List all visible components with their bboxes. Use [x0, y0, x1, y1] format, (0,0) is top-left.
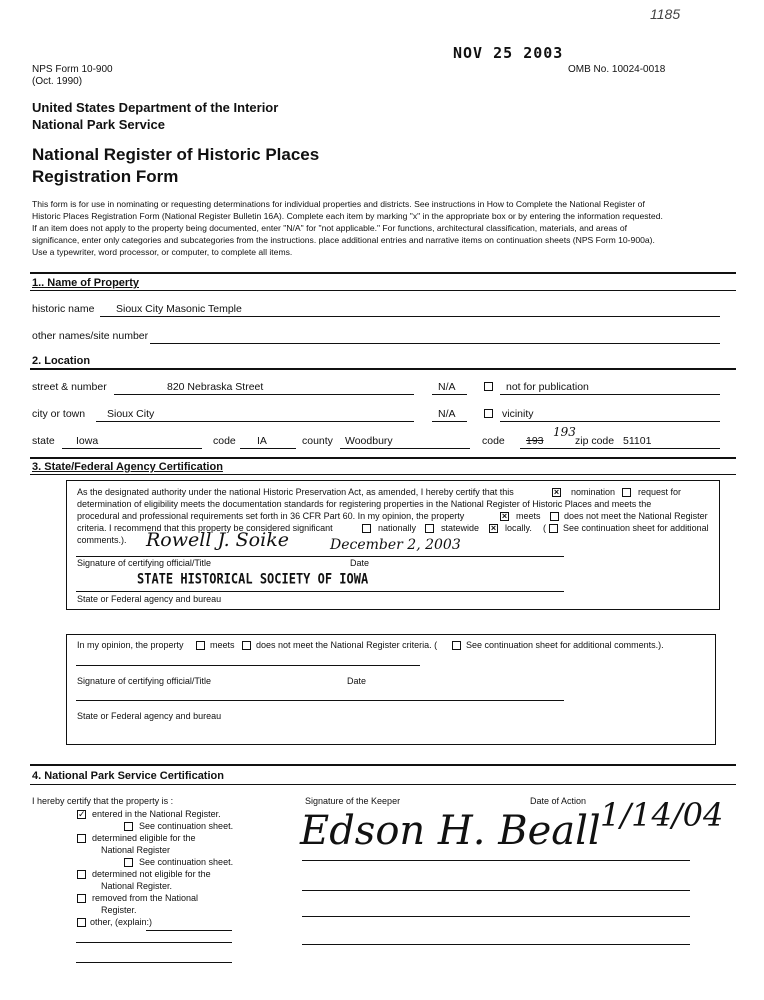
- na-label: N/A: [438, 408, 456, 420]
- see-continuation-paren: (: [543, 523, 546, 533]
- street-label: street & number: [32, 381, 107, 393]
- not-eligible-checkbox[interactable]: [77, 870, 86, 879]
- zip-label: zip code: [575, 435, 615, 447]
- agency-stamp: STATE HISTORICAL SOCIETY OF IOWA: [137, 570, 369, 588]
- received-date-stamp: NOV 25 2003: [453, 44, 564, 62]
- handwritten-corner-mark: 1185: [650, 6, 681, 22]
- zip-value[interactable]: 51101: [623, 435, 652, 447]
- street-value[interactable]: 820 Nebraska Street: [167, 381, 264, 393]
- section4-heading: 4. National Park Service Certification: [32, 770, 224, 782]
- state-value[interactable]: Iowa: [76, 435, 99, 447]
- certify-text: I hereby certify that the property is :: [32, 796, 174, 806]
- other-line: [146, 930, 232, 931]
- omb-number: OMB No. 10024-0018: [568, 64, 666, 75]
- statewide-checkbox[interactable]: [425, 524, 434, 533]
- nomination-label: nomination: [571, 487, 616, 497]
- field-underline: [500, 394, 720, 395]
- eligible-continuation-label: See continuation sheet.: [139, 857, 234, 867]
- field-underline: [100, 316, 720, 317]
- see-continuation-checkbox[interactable]: [549, 524, 558, 533]
- field-underline: [432, 421, 467, 422]
- removed-label: removed from the National: [92, 893, 199, 903]
- request-for-label: request for: [638, 487, 682, 497]
- date-of-action-label: Date of Action: [530, 796, 587, 806]
- eligible-label: determined eligible for the: [92, 833, 196, 843]
- section-rule: [30, 784, 736, 785]
- opinion-continuation-checkbox[interactable]: [452, 641, 461, 650]
- state-code-label: code: [213, 435, 236, 447]
- cert-text-line: comments.).: [77, 535, 127, 545]
- other-line: [76, 942, 232, 943]
- keeper-signature: Edson H. Beall: [300, 808, 601, 854]
- form-number: NPS Form 10-900: [32, 64, 113, 75]
- not-for-publication-label: not for publication: [506, 381, 589, 393]
- entered-label: entered in the National Register.: [92, 809, 221, 819]
- opinion-meets-label: meets: [210, 640, 235, 650]
- date-label: Date: [350, 558, 370, 568]
- instructions-line: Historic Places Registration Form (National Register Bulletin 16A). Complete each item by marking "x" in the appropriate box or by entering the information requested.: [32, 211, 663, 221]
- other-label: other, (explain:): [90, 917, 153, 927]
- cert-text-line: As the designated authority under the national Historic Preservation Act, as amended, I hereby certify that this: [77, 487, 514, 497]
- state-label: state: [32, 435, 55, 447]
- field-underline: [96, 421, 414, 422]
- does-not-meet-checkbox[interactable]: [550, 512, 559, 521]
- agency-label: State or Federal agency and bureau: [77, 594, 222, 604]
- field-underline: [520, 448, 720, 449]
- other-checkbox[interactable]: [77, 918, 86, 927]
- service-name: National Park Service: [32, 117, 165, 132]
- form-date: (Oct. 1990): [32, 76, 83, 87]
- entered-continuation-label: See continuation sheet.: [139, 821, 234, 831]
- county-value[interactable]: Woodbury: [345, 435, 393, 447]
- other-line: [76, 962, 232, 963]
- instructions-line: This form is for use in nominating or requesting determinations for individual properties and districts. See instructions in How to Complete the National Register of: [32, 199, 645, 209]
- section-rule: [30, 457, 736, 459]
- entered-checkbox[interactable]: ✓: [78, 809, 86, 819]
- section3-heading: 3. State/Federal Agency Certification: [32, 461, 223, 473]
- date-label: Date: [347, 676, 367, 686]
- entered-continuation-checkbox[interactable]: [124, 822, 133, 831]
- signature-line: [76, 665, 420, 666]
- eligible-checkbox[interactable]: [77, 834, 86, 843]
- keeper-label: Signature of the Keeper: [305, 796, 401, 806]
- certifying-signature: Rowell J. Soike: [146, 529, 289, 551]
- meets-label: meets: [516, 511, 541, 521]
- signature-line: [76, 556, 564, 557]
- signature-label: Signature of certifying official/Title: [77, 676, 212, 686]
- keeper-line: [302, 916, 690, 917]
- field-underline: [150, 343, 720, 344]
- opinion-does-not-meet-checkbox[interactable]: [242, 641, 251, 650]
- state-code-value[interactable]: IA: [257, 435, 267, 447]
- removed-checkbox[interactable]: [77, 894, 86, 903]
- instructions-line: Use a typewriter, word processor, or computer, to complete all items.: [32, 247, 293, 257]
- certifying-date-handwritten: December 2, 2003: [330, 537, 461, 553]
- not-eligible-label: determined not eligible for the: [92, 869, 211, 879]
- nationally-checkbox[interactable]: [362, 524, 371, 533]
- cert-text-line: determination of eligibility meets the documentation standards for registering properties in the National Register of Historic Places and meets the: [77, 499, 652, 509]
- keeper-line: [302, 860, 690, 861]
- field-underline: [62, 448, 202, 449]
- county-code-value[interactable]: 193: [526, 435, 544, 447]
- agency-line: [76, 700, 564, 701]
- keeper-line: [302, 890, 690, 891]
- historic-name-value[interactable]: Sioux City Masonic Temple: [116, 303, 242, 315]
- agency-line: [76, 591, 564, 592]
- na-label: N/A: [438, 381, 456, 393]
- opinion-meets-checkbox[interactable]: [196, 641, 205, 650]
- signature-label: Signature of certifying official/Title: [77, 558, 212, 568]
- opinion-does-not-meet-label: does not meet the National Register criteria. (: [256, 640, 438, 650]
- statewide-label: statewide: [441, 523, 480, 533]
- instructions-line: If an item does not apply to the property being documented, enter "N/A" for "not applicable." For functions, architectural classification, materials, and areas of: [32, 223, 627, 233]
- section-rule: [30, 474, 736, 475]
- vicinity-label: vicinity: [502, 408, 534, 420]
- action-date-handwritten: 1/14/04: [600, 796, 724, 834]
- field-underline: [240, 448, 296, 449]
- locally-label: locally.: [505, 523, 532, 533]
- city-label: city or town: [32, 408, 86, 420]
- request-for-checkbox[interactable]: [622, 488, 631, 497]
- opinion-continuation-label: See continuation sheet for additional comments.).: [466, 640, 664, 650]
- form-subtitle: Registration Form: [32, 167, 179, 186]
- field-underline: [340, 448, 470, 449]
- section-rule: [30, 290, 736, 291]
- form-title: National Register of Historic Places: [32, 145, 320, 164]
- field-underline: [500, 421, 720, 422]
- opinion-box: [66, 634, 716, 745]
- historic-name-label: historic name: [32, 303, 95, 315]
- instructions-line: significance, enter only categories and subcategories from the instructions. place additional entries and narrative items on continuation sheets (NPS Form 10-900a).: [32, 235, 655, 245]
- not-eligible-label-2: National Register.: [101, 881, 173, 891]
- section1-heading: 1.. Name of Property: [32, 277, 139, 289]
- section-rule: [30, 368, 736, 370]
- county-label: county: [302, 435, 333, 447]
- locally-checkbox[interactable]: ×: [490, 523, 497, 533]
- keeper-line: [302, 944, 690, 945]
- cert-text-line: criteria. I recommend that this property be considered significant: [77, 523, 333, 533]
- see-continuation-label: See continuation sheet for additional: [563, 523, 709, 533]
- field-underline: [432, 394, 467, 395]
- department-name: United States Department of the Interior: [32, 100, 279, 115]
- does-not-meet-label: does not meet the National Register: [564, 511, 708, 521]
- nationally-label: nationally: [378, 523, 417, 533]
- eligible-label-2: National Register: [101, 845, 171, 855]
- cert-text-line: procedural and professional requirements set forth in 36 CFR Part 60. In my opinion, the property: [77, 511, 465, 521]
- meets-checkbox[interactable]: ×: [501, 511, 508, 521]
- eligible-continuation-checkbox[interactable]: [124, 858, 133, 867]
- section-rule: [30, 272, 736, 274]
- other-names-label: other names/site number: [32, 330, 149, 342]
- county-code-label: code: [482, 435, 505, 447]
- county-code-handwritten: 193: [553, 425, 576, 439]
- opinion-text: In my opinion, the property: [77, 640, 184, 650]
- city-value[interactable]: Sioux City: [107, 408, 155, 420]
- not-for-publication-checkbox[interactable]: [484, 382, 493, 391]
- vicinity-checkbox[interactable]: [484, 409, 493, 418]
- nomination-checkbox[interactable]: ×: [553, 487, 560, 497]
- section2-heading: 2. Location: [32, 355, 91, 367]
- section-rule: [30, 764, 736, 766]
- removed-label-2: Register.: [101, 905, 137, 915]
- field-underline: [114, 394, 414, 395]
- agency-label: State or Federal agency and bureau: [77, 711, 222, 721]
